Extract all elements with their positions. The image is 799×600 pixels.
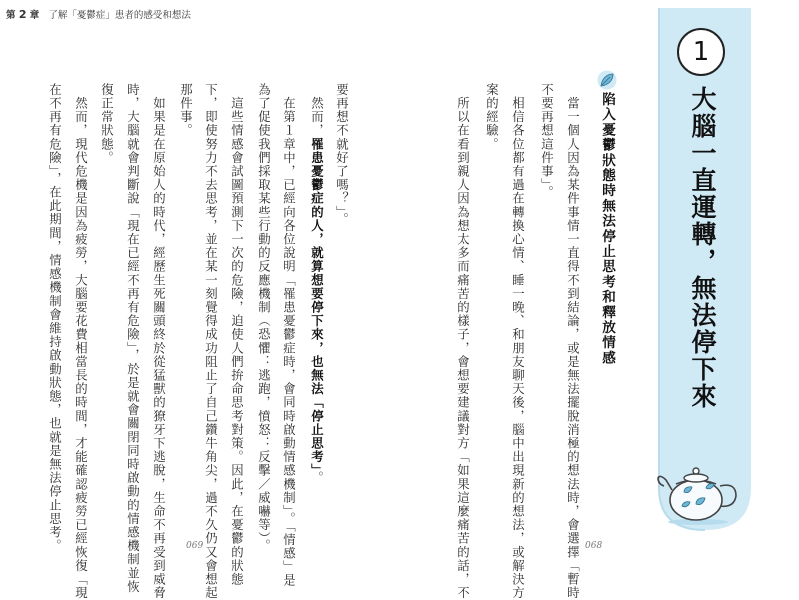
right-col-3: 相信各位都有過在轉換心情、睡一晚、和朋友聊天後，腦中出現新的想法，或解決方: [510, 83, 526, 600]
page-number-left: 069: [186, 541, 204, 551]
left-col-2: [309, 83, 325, 538]
chapter-label: 第 2 章: [6, 8, 40, 21]
running-header: [6, 7, 191, 21]
left-col-9: 時，大腦就會判斷說「現在已經不再有危險」，於是就會關閉同時啟動的情感機制並恢: [125, 83, 141, 594]
left-col-2-pre: 然而，: [309, 83, 325, 138]
key-statement: 罹患憂鬱症的人，就算想要停下來，也無法「停止思考」: [309, 137, 325, 472]
left-col-8: 如果是在原始人的時代，經歷生死關頭終於從猛獸的獠牙下逃脫，生命不再受到威脅: [151, 83, 167, 600]
left-col-3: 在第１章中，已經向各位說明「罹患憂鬱症時，會同時啟動情感機制」。「情感」是: [281, 83, 297, 588]
left-col-10: 復正常狀態。: [99, 83, 115, 165]
banner-title: 大腦一直運轉，無法停下來: [688, 86, 717, 410]
chapter-number: 2: [18, 8, 27, 21]
left-col-4: 為了促使我們採取某些行動的反應機制（恐懼：逃跑，憤怒：反擊／威嚇等）。: [256, 83, 272, 553]
left-col-5: 這些情感會試圖預測下一次的危險，迫使人們拚命思考對策。因此，在憂鬱的狀態: [229, 83, 245, 587]
right-col-4: 案的經驗。: [484, 83, 500, 151]
section-heading: 陷入憂鬱狀態時無法停止思考和釋放情感: [599, 92, 615, 366]
chapter-section-number: 1: [677, 28, 725, 76]
teapot-illustration: [656, 456, 740, 526]
left-col-12: 在不再有危險」，在此期間，情感機制會維持啟動狀態，也就是無法停止思考。: [47, 83, 63, 553]
page-number-right: 068: [585, 541, 603, 551]
right-col-5: 所以在看到親人因為想太多而痛苦的樣子，會想要建議對方「如果這麼痛苦的話，不: [455, 83, 471, 600]
left-col-1: 要再想不就好了嗎？」。: [334, 83, 350, 227]
right-col-1: 當一個人因為某件事情一直得不到結論，或是無法擺脫消極的想法時，會選擇「暫時: [565, 83, 581, 600]
chapter-title: 了解「憂鬱症」患者的感受和想法: [48, 10, 191, 21]
left-col-2-post: 。: [309, 471, 325, 485]
right-col-2: 不要再想這件事」。: [539, 83, 555, 200]
left-col-6: 下，即使努力不去思考，並在某一刻覺得成功阻止了自己鑽牛角尖，過不久仍又會想起: [203, 83, 219, 600]
left-col-11: 然而，現代危機是因為疲勞，大腦要花費相當長的時間，才能確認疲勞已經恢復「現: [73, 83, 89, 600]
leaf-icon: [597, 70, 617, 90]
left-col-7: 那件事。: [178, 83, 194, 138]
